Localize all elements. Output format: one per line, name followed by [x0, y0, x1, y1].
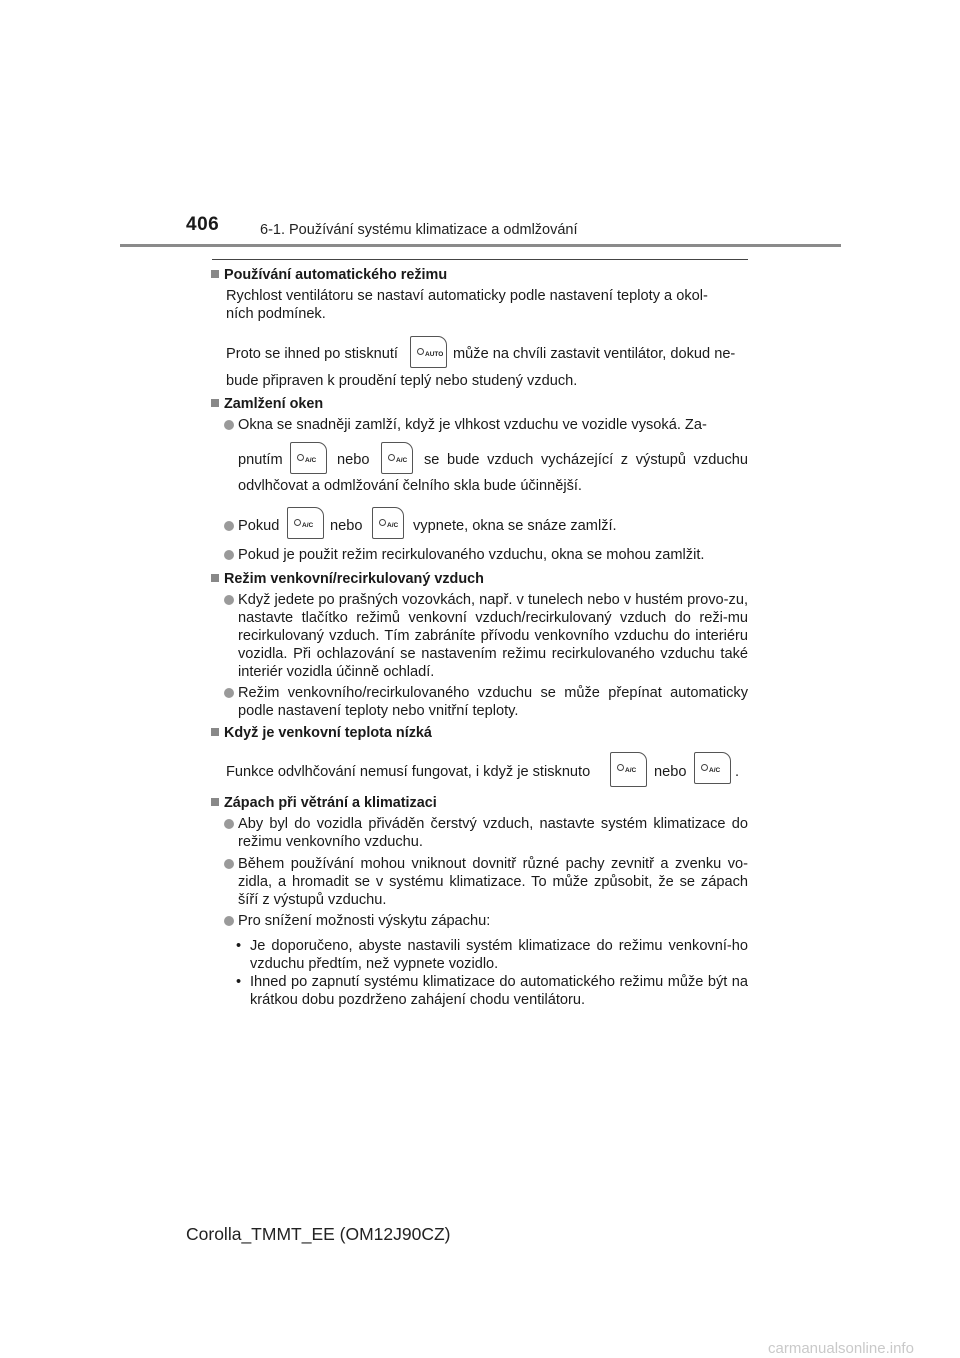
- paragraph-text: Je doporučeno, abyste nastavili systém klimatizace do režimu venkovní-ho vzduchu předtím, než vypnete vozidlo.: [250, 938, 748, 972]
- watermark: carmanualsonline.info: [768, 1340, 914, 1357]
- round-bullet-icon: [224, 550, 234, 560]
- indicator-light-icon: [294, 519, 301, 526]
- dot-bullet-icon: •: [236, 974, 242, 990]
- square-bullet-icon: [211, 574, 219, 582]
- text-line: se bude vzduch vycházející z výstupů vzduchu: [424, 452, 748, 468]
- square-bullet-icon: [211, 399, 219, 407]
- ac-label: A/C: [625, 767, 637, 774]
- text-line: Funkce odvlhčování nemusí fungovat, i když je stisknuto: [226, 764, 591, 780]
- text-line: odvlhčovat a odmlžování čelního skla bude účinnější.: [238, 478, 582, 494]
- text-line: Pokud: [238, 518, 280, 534]
- ac-label: A/C: [709, 767, 721, 774]
- heading-text: Režim venkovní/recirkulovaný vzduch: [224, 571, 484, 587]
- heading-text: Zamlžení oken: [224, 396, 324, 412]
- square-bullet-icon: [211, 798, 219, 806]
- heading-text: Zápach při větrání a klimatizaci: [224, 795, 437, 811]
- text-line: Proto se ihned po stisknutí: [226, 346, 398, 362]
- list-item: [224, 591, 748, 681]
- header-rule: [120, 244, 841, 247]
- section-heading-recirculation: [211, 570, 484, 588]
- square-bullet-icon: [211, 270, 219, 278]
- ac-label: A/C: [302, 522, 314, 529]
- indicator-light-icon: [417, 348, 424, 355]
- ac-button-icon: [381, 442, 413, 474]
- text-line: ních podmínek.: [226, 306, 326, 322]
- ac-label: A/C: [396, 457, 408, 464]
- page-number: 406: [186, 214, 220, 235]
- indicator-light-icon: [297, 454, 304, 461]
- section-heading-auto-mode: [211, 266, 447, 284]
- list-item: [224, 912, 748, 930]
- sub-list-item: [236, 973, 748, 1009]
- content-rule: [212, 259, 748, 260]
- list-item: [224, 684, 748, 720]
- text-line: nebo: [330, 518, 363, 534]
- ac-label: A/C: [305, 457, 317, 464]
- text-line: nebo: [337, 452, 370, 468]
- heading-text: Když je venkovní teplota nízká: [224, 725, 432, 741]
- indicator-light-icon: [379, 519, 386, 526]
- section-heading-window-fog: [211, 395, 323, 413]
- text-line: nebo: [654, 764, 687, 780]
- ac-button-icon: [290, 442, 327, 474]
- paragraph-text: Režim venkovního/recirkulovaného vzduchu se může přepínat automaticky podle nastavení teploty nebo vnitřní teploty.: [238, 685, 748, 719]
- text-line: Pokud je použit režim recirkulovaného vzduchu, okna se mohou zamlžit.: [238, 547, 705, 563]
- paragraph: [226, 287, 748, 323]
- paragraph-text: Během používání mohou vniknout dovnitř různé pachy zevnitř a zvenku vo-zidla, a hromadit se v systému klimatizace. To může způsobit, že se zápach šíří z výstupů vzduchu.: [238, 856, 748, 908]
- list-item: [224, 855, 748, 909]
- section-heading-low-temperature: [211, 724, 432, 742]
- square-bullet-icon: [211, 728, 219, 736]
- round-bullet-icon: [224, 420, 234, 430]
- auto-label: AUTO: [425, 351, 444, 358]
- round-bullet-icon: [224, 688, 234, 698]
- text-line: Okna se snadněji zamlží, když je vlhkost vzduchu ve vozidle vysoká. Za-: [238, 417, 707, 433]
- ac-button-icon: [694, 752, 731, 784]
- round-bullet-icon: [224, 521, 234, 531]
- text-line: Rychlost ventilátoru se nastaví automaticky podle nastavení teploty a okol-: [226, 288, 708, 304]
- paragraph-text: Pro snížení možnosti výskytu zápachu:: [238, 913, 491, 929]
- paragraph-text: Aby byl do vozidla přiváděn čerstvý vzduch, nastavte systém klimatizace do režimu venkovního vzduchu.: [238, 816, 748, 850]
- page-footer: Corolla_TMMT_EE (OM12J90CZ): [186, 1224, 451, 1244]
- indicator-light-icon: [617, 764, 624, 771]
- ac-label: A/C: [387, 522, 399, 529]
- ac-button-icon: [287, 507, 324, 539]
- paragraph-text: Když jedete po prašných vozovkách, např. v tunelech nebo v hustém provo-zu, nastavte tlačítko režimů venkovní vzduch/recirkulovaný vzduch do reži-mu recirkulovaný vzduch. Tím zabráníte přívodu venkovního vzduchu do interiéru vozidla. Při ochlazování se nastavením režimu recirkulovaného vzduchu také interiér vozidla účinně ochladí.: [238, 592, 748, 680]
- ac-button-icon: [610, 752, 647, 787]
- round-bullet-icon: [224, 595, 234, 605]
- text-line: pnutím: [238, 452, 283, 468]
- sub-list-item: [236, 937, 748, 973]
- section-heading-odor: [211, 794, 437, 812]
- list-item: [224, 546, 748, 564]
- text-line: .: [735, 764, 740, 780]
- text-line: bude připraven k proudění teplý nebo studený vzduch.: [226, 373, 578, 389]
- text-line: vypnete, okna se snáze zamlží.: [413, 518, 617, 534]
- heading-text: Používání automatického režimu: [224, 267, 448, 283]
- text-line: může na chvíli zastavit ventilátor, dokud ne-: [453, 346, 736, 362]
- running-header: 6-1. Používání systému klimatizace a odmlžování: [260, 222, 578, 238]
- list-item: [224, 815, 748, 851]
- ac-button-icon: [372, 507, 404, 539]
- dot-bullet-icon: •: [236, 938, 242, 954]
- indicator-light-icon: [388, 454, 395, 461]
- round-bullet-icon: [224, 819, 234, 829]
- list-item: [224, 416, 748, 434]
- round-bullet-icon: [224, 916, 234, 926]
- auto-button-icon: [410, 336, 447, 368]
- round-bullet-icon: [224, 859, 234, 869]
- indicator-light-icon: [701, 764, 708, 771]
- paragraph-text: Ihned po zapnutí systému klimatizace do automatického režimu může být na krátkou dobu pozdrženo zahájení chodu ventilátoru.: [250, 974, 748, 1008]
